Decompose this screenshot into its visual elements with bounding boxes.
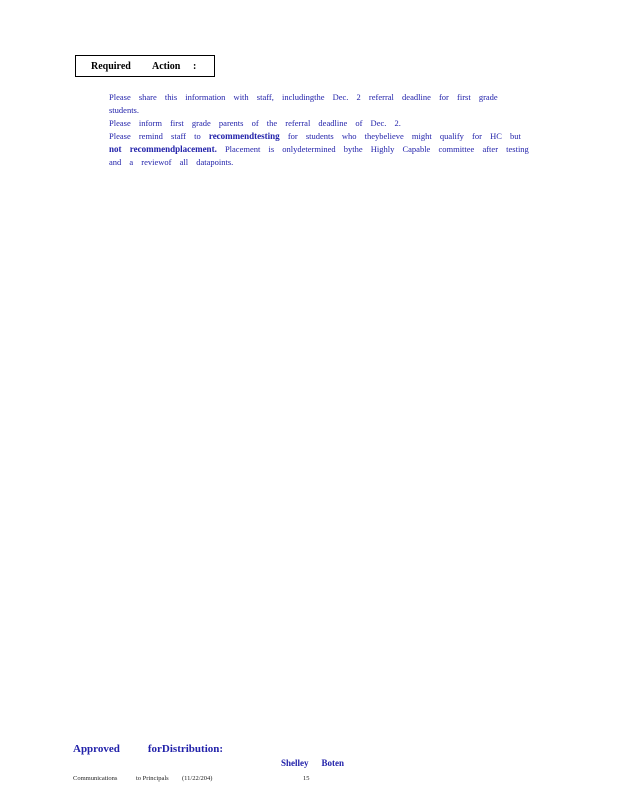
list-item <box>92 117 532 130</box>
footer-date: (11/22/204) <box>182 775 213 782</box>
page-number: 15 <box>303 775 310 782</box>
action-label: Action <box>152 61 181 72</box>
approved-label: Approved <box>73 743 120 755</box>
required-label: Required <box>91 61 131 72</box>
bullet-text <box>109 130 532 169</box>
bullet-segment: for students who theybelieve might qualify for HC but <box>287 131 521 141</box>
list-item <box>92 91 532 117</box>
required-action-box <box>75 55 215 77</box>
footer-title: Communications <box>73 775 118 782</box>
colon-label: : <box>193 61 197 72</box>
action-bullet-list <box>92 91 532 169</box>
approver-first-name: Shelley <box>281 758 309 768</box>
distribution-label: forDistribution: <box>147 743 224 755</box>
emphasis-not-recommend-placement: not recommendplacement. <box>109 144 217 154</box>
approver-name <box>281 758 344 768</box>
bullet-text: Please share this information with staff, includingthe Dec. 2 referral deadline for first grade students. <box>109 92 498 115</box>
bullet-segment: Please remind staff to <box>109 131 201 141</box>
emphasis-recommend-testing: recommendtesting <box>208 131 280 141</box>
footer-audience: to Principals <box>136 775 169 782</box>
bullet-text: Please inform first grade parents of the referral deadline of Dec. 2. <box>109 118 401 128</box>
bullet-segment: Placement is onlydetermined bythe Highly Capable committee after testing and a reviewof all datapoints. <box>109 144 529 167</box>
approved-for-distribution <box>73 743 223 755</box>
list-item <box>92 130 532 169</box>
approver-last-name: Boten <box>321 758 345 768</box>
